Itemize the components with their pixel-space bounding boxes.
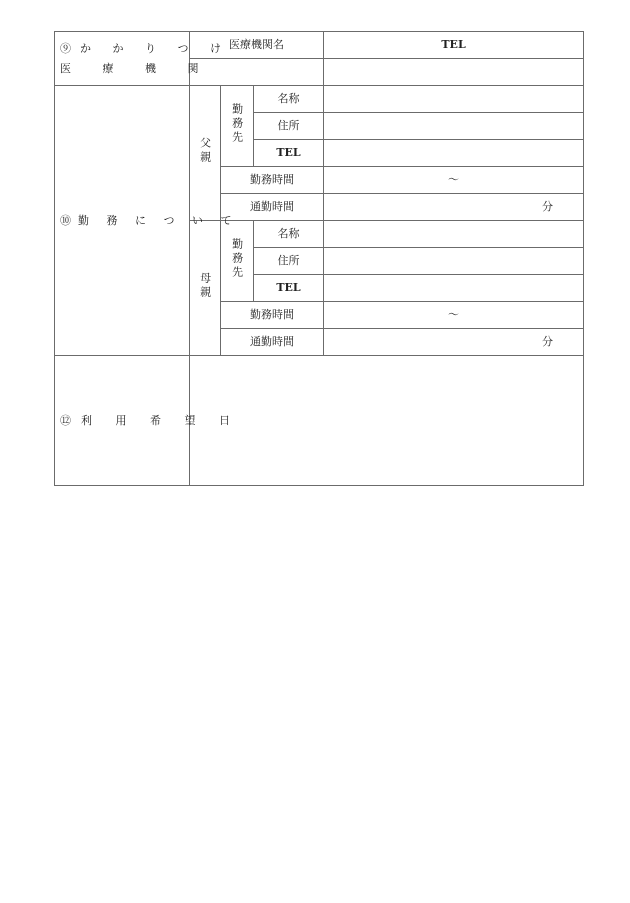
father-workplace-name-label: 名称: [254, 86, 324, 113]
father-label-cell: [190, 86, 221, 221]
section9-label-line2: 医 療 機 関: [60, 61, 213, 75]
father-workplace-tel-field[interactable]: [324, 140, 584, 167]
father-commute-field[interactable]: 分: [324, 194, 584, 221]
mother-commute-field[interactable]: 分: [324, 329, 584, 356]
mother-workplace-tel-label: TEL: [254, 275, 324, 302]
section12-label: ⑫利 用 希 望 日: [55, 356, 190, 486]
medical-institution-name-header: 医療機関名: [190, 32, 324, 59]
mother-workplace-label-cell: [221, 221, 254, 302]
father-workplace-tel-label: TEL: [254, 140, 324, 167]
father-workplace-label-cell: [221, 86, 254, 167]
section9-label-line1: ⑨か か り つ け: [60, 41, 230, 55]
mother-work-hours-field[interactable]: ～: [324, 302, 584, 329]
medical-institution-tel-header: TEL: [324, 32, 584, 59]
section10-label: ⑩勤 務 に つ い て: [55, 86, 190, 356]
father-name-row: [55, 86, 584, 113]
mother-workplace-label: 勤務先: [230, 238, 244, 281]
mother-workplace-address-field[interactable]: [324, 248, 584, 275]
father-work-hours-field[interactable]: ～: [324, 167, 584, 194]
father-workplace-name-field[interactable]: [324, 86, 584, 113]
father-work-hours-label: 勤務時間: [221, 167, 324, 194]
mother-workplace-name-label: 名称: [254, 221, 324, 248]
medical-institution-tel-field[interactable]: [324, 59, 584, 86]
mother-workplace-address-label: 住所: [254, 248, 324, 275]
father-label: 父親: [198, 137, 212, 166]
section9-label: [55, 32, 230, 86]
mother-label: 母親: [198, 272, 212, 301]
mother-commute-label: 通勤時間: [221, 329, 324, 356]
mother-work-hours-label: 勤務時間: [221, 302, 324, 329]
section12-row: [55, 356, 584, 486]
section9-header-row: [55, 32, 584, 59]
mother-label-cell: [190, 221, 221, 356]
desired-use-date-field[interactable]: [190, 356, 584, 486]
application-form-table: [54, 31, 584, 486]
father-workplace-label: 勤務先: [230, 103, 244, 146]
father-commute-label: 通勤時間: [221, 194, 324, 221]
father-workplace-address-label: 住所: [254, 113, 324, 140]
mother-workplace-tel-field[interactable]: [324, 275, 584, 302]
father-workplace-address-field[interactable]: [324, 113, 584, 140]
mother-workplace-name-field[interactable]: [324, 221, 584, 248]
